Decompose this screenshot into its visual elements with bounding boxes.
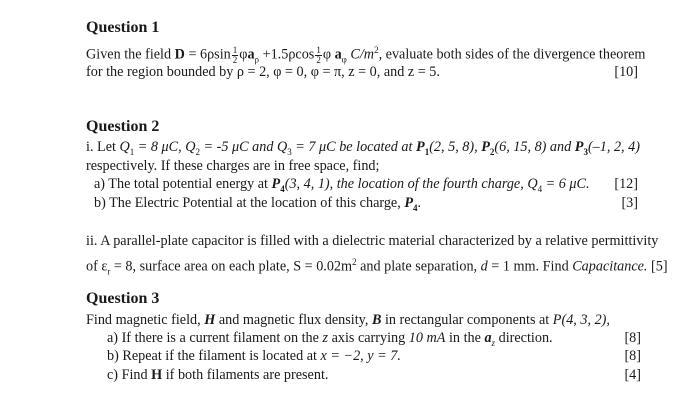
question-2a-mark: [12]: [614, 176, 638, 192]
text: direction.: [495, 330, 553, 346]
charge-symbol: Q: [119, 139, 130, 155]
question-3-line-1: [86, 311, 610, 329]
charge-symbol: Q: [185, 139, 196, 155]
point-symbol: P: [574, 139, 584, 155]
unit-vector: a: [484, 330, 492, 346]
question-1-heading: Question 1: [86, 19, 160, 36]
text: b) The Electric Potential at the location of this charge,: [94, 195, 405, 211]
question-2-heading: Question 2: [86, 118, 160, 135]
text: (2, 5, 8),: [429, 139, 482, 155]
text: (6, 15, 8) and: [494, 139, 575, 155]
text: c) Find: [107, 367, 152, 383]
question-1-mark: [10]: [614, 64, 638, 80]
unit: C/m: [346, 46, 375, 63]
unit-vector: a: [334, 46, 342, 63]
text: Given the field: [86, 46, 175, 63]
text: = 7 μC be located at: [291, 139, 417, 155]
subscript: 4: [413, 202, 418, 213]
text: , evaluate both sides of the divergence theorem: [378, 46, 646, 63]
subscript: z: [491, 337, 496, 348]
question-2-ii-line-2: [86, 253, 668, 281]
current-value: 10 mA: [408, 330, 446, 346]
text: = 1 mm. Find: [487, 258, 573, 275]
subscript: r: [107, 266, 111, 277]
field-symbol: H: [204, 312, 216, 328]
variable: z: [322, 330, 329, 346]
question-3-heading: Question 3: [86, 290, 160, 307]
question-2-line-2: respectively. If these charges are in free space, find;: [86, 158, 380, 174]
text: (3, 4, 1), the location of the fourth charge,: [284, 176, 528, 192]
text: if both filaments are present.: [162, 367, 329, 383]
text: +1.5ρcos: [259, 46, 315, 63]
charge-symbol: Q: [277, 139, 288, 155]
question-3c-mark: [4]: [624, 367, 641, 383]
text: = 8 μC,: [134, 139, 186, 155]
superscript: 2: [352, 257, 357, 267]
text: a) If there is a current filament on the: [107, 330, 323, 346]
text: a) The total potential energy at: [94, 176, 272, 192]
text: Find magnetic field,: [86, 312, 205, 328]
charge-symbol: Q: [527, 176, 538, 192]
text: = 6ρsin: [184, 46, 231, 63]
text: of ε: [86, 258, 108, 275]
question-1-line-2: for the region bounded by ρ = 2, φ = 0, φ = π, z = 0, and z = 5.: [86, 64, 440, 80]
subscript: 4: [537, 183, 543, 194]
text: b) Repeat if the filament is located at: [107, 348, 321, 364]
unit-vector: a: [247, 46, 255, 63]
text: = -5 μC and: [200, 139, 277, 155]
text: = 8, surface area on each plate, S = 0.02m: [110, 258, 353, 275]
subscript: ρ: [254, 54, 260, 65]
subscript: 3: [287, 146, 292, 157]
subscript: 1: [424, 146, 430, 157]
variable: d: [480, 258, 488, 275]
field-symbol: H: [151, 367, 163, 383]
coordinates: x = −2, y = 7.: [320, 348, 401, 364]
field-symbol: B: [371, 312, 382, 328]
text: axis carrying: [328, 330, 409, 346]
question-2-ii-mark: [5]: [647, 258, 668, 275]
point-symbol: P: [481, 139, 490, 155]
question-3b-mark: [8]: [624, 348, 641, 364]
text: in the: [445, 330, 485, 346]
text: and plate separation,: [356, 258, 481, 275]
question-3-part-b: [107, 347, 401, 365]
subscript: 3: [583, 146, 588, 157]
superscript: 2: [374, 45, 379, 55]
emphasis: Capacitance.: [572, 258, 648, 275]
subscript: 1: [129, 146, 135, 157]
denominator: 2: [232, 54, 238, 65]
text: .: [417, 195, 422, 211]
point-symbol: P: [271, 176, 281, 192]
question-2-part-b: [94, 194, 421, 217]
question-3-part-c: [107, 366, 328, 384]
field-symbol: D: [174, 46, 185, 63]
text: in rectangular components at: [381, 312, 553, 328]
text: and magnetic flux density,: [215, 312, 372, 328]
subscript: 4: [280, 183, 285, 194]
point-symbol: P: [404, 195, 413, 211]
text: (–1, 2, 4): [587, 139, 640, 155]
numerator: 1: [232, 44, 238, 55]
question-2b-mark: [3]: [621, 195, 638, 211]
question-2-ii-line-1: ii. A parallel-plate capacitor is filled with a dielectric material characterized by a relative permittivity: [86, 233, 659, 249]
text: i. Let: [86, 139, 120, 155]
question-3a-mark: [8]: [624, 330, 641, 346]
denominator: 2: [316, 54, 321, 65]
subscript: 2: [195, 146, 200, 157]
numerator: 1: [316, 44, 321, 55]
point-symbol: P: [416, 139, 425, 155]
text: = 6 μC.: [542, 176, 590, 192]
subscript: 2: [489, 146, 495, 157]
point-symbol: P(4, 3, 2),: [552, 312, 610, 328]
text: φ: [322, 46, 335, 63]
text: φ: [239, 46, 248, 63]
subscript: φ: [341, 54, 347, 65]
